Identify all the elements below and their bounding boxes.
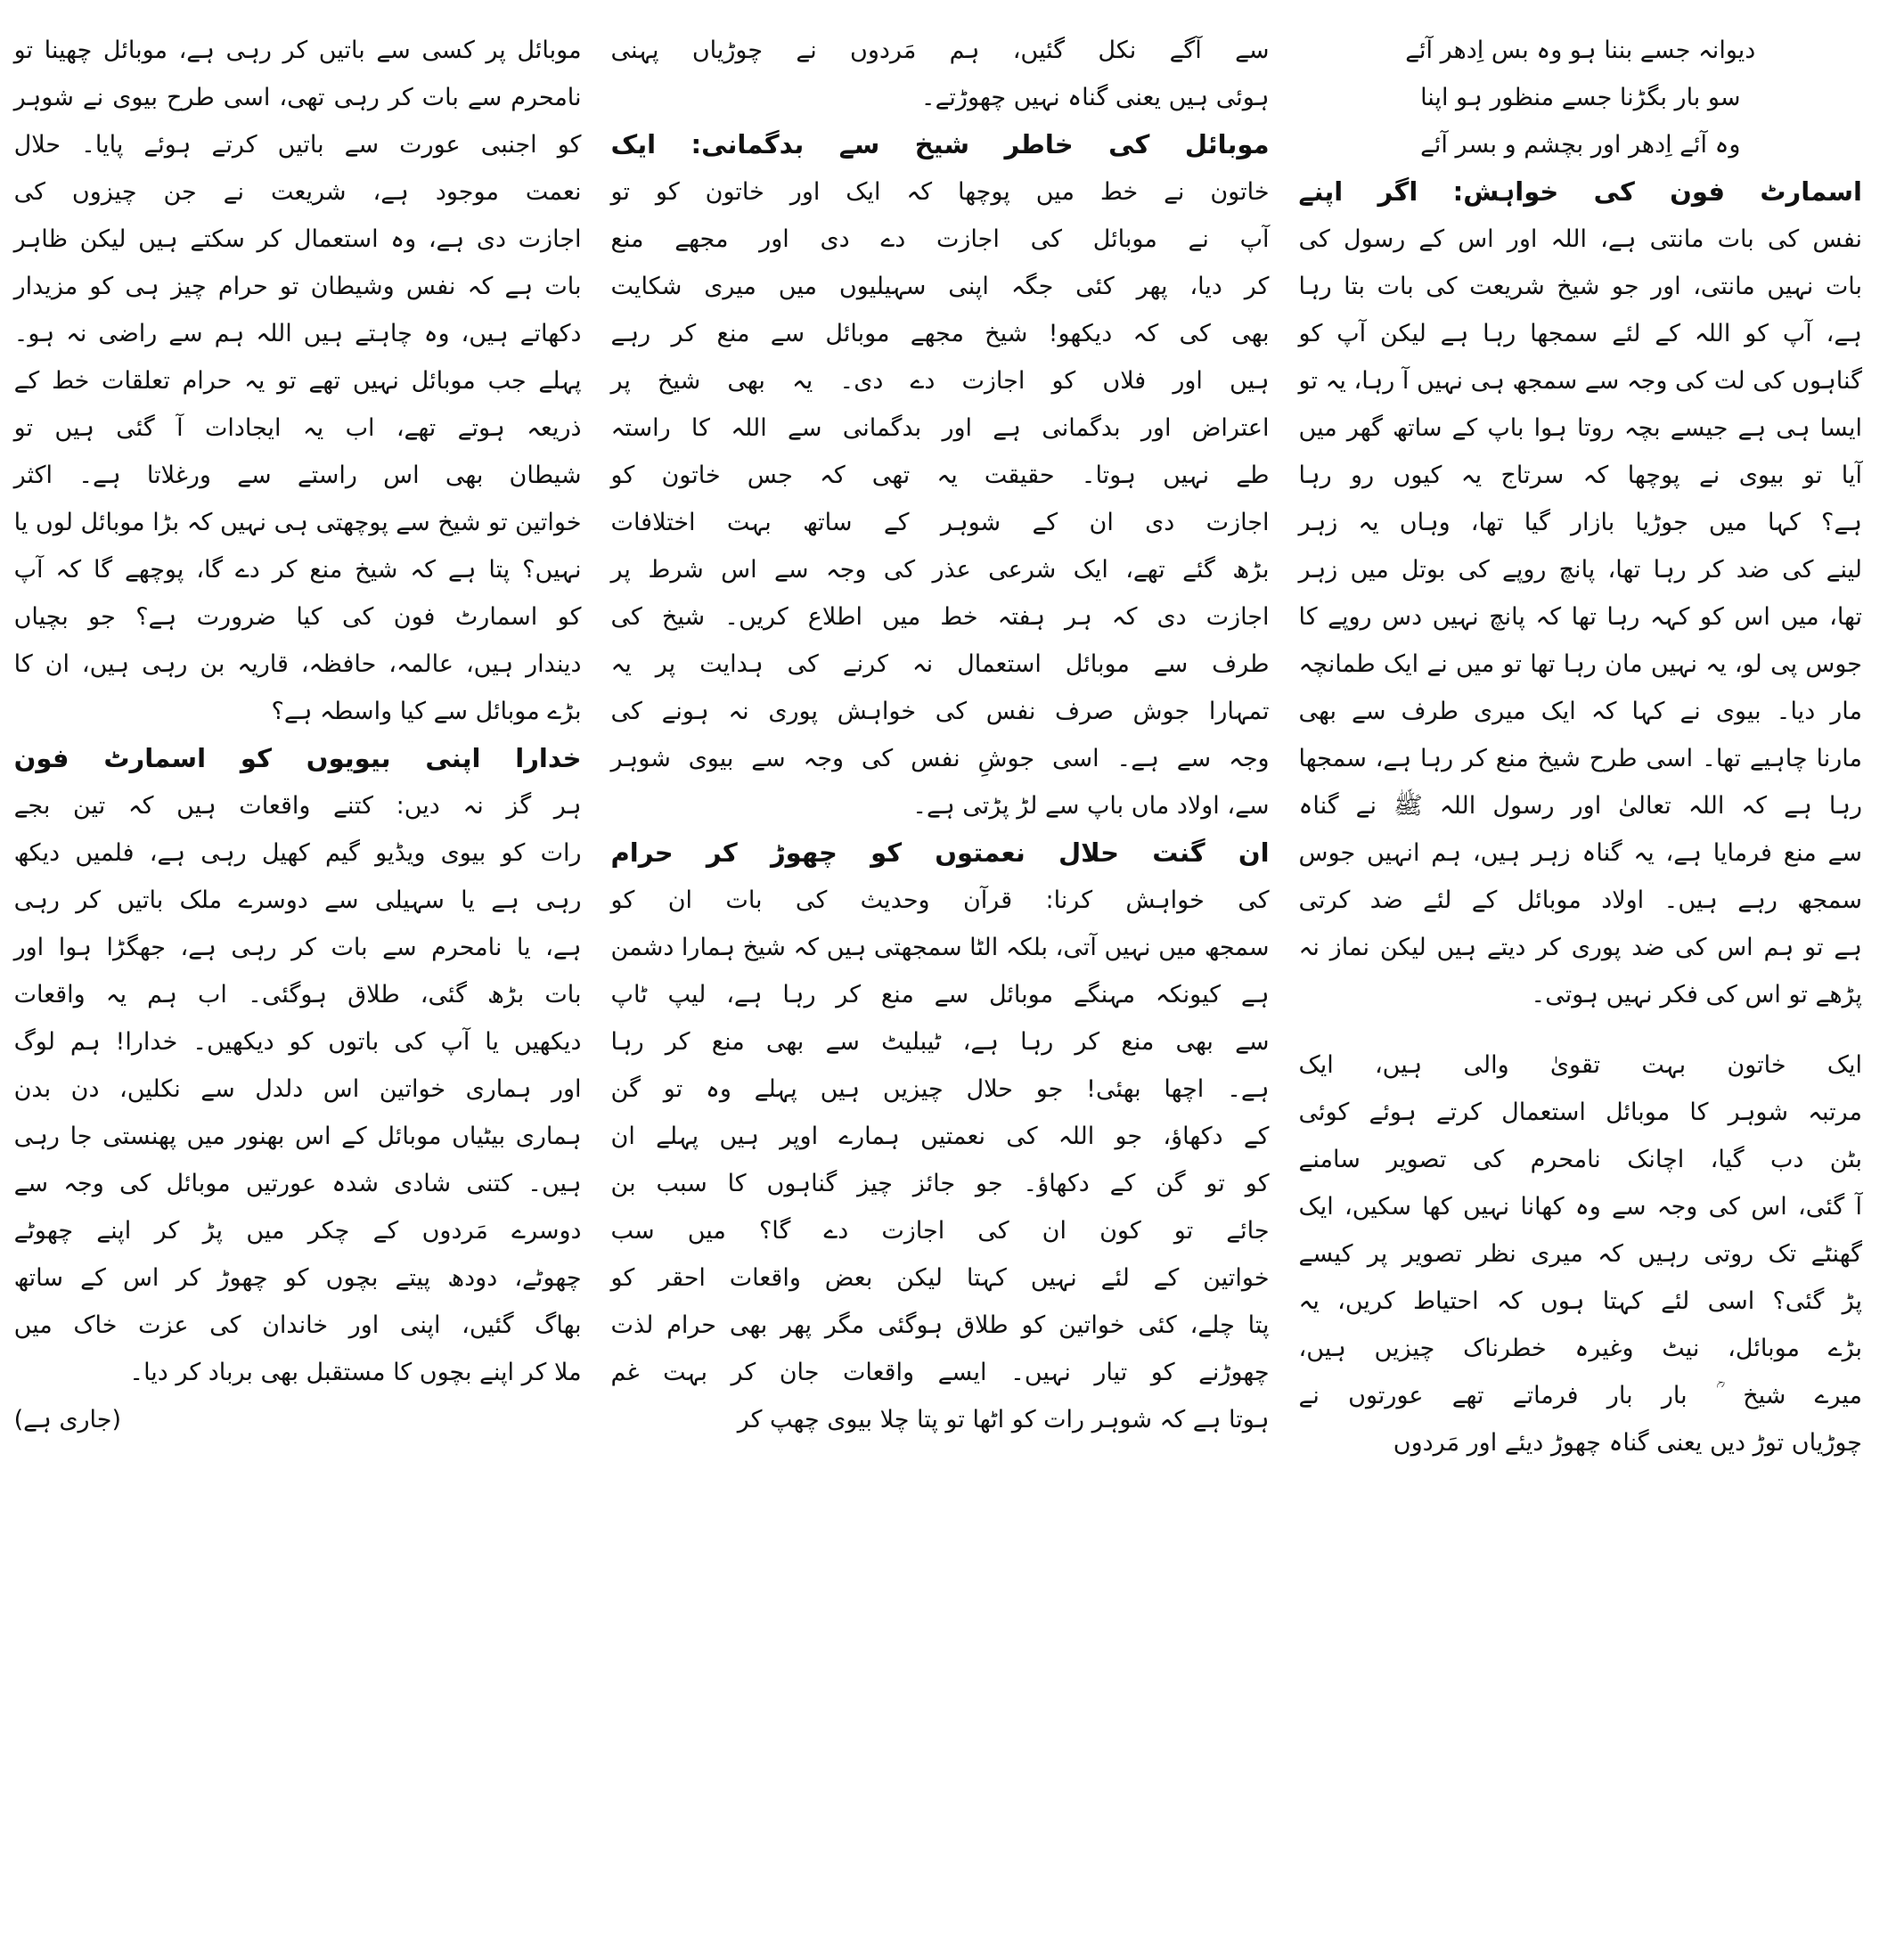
body-text-line: بٹن دب گیا، اچانک نامحرم کی تصویر سامنے: [1298, 1146, 1862, 1173]
section-heading: ان گنت حلال نعمتوں کو چھوڑ کر حرام: [610, 837, 1270, 868]
body-text-line: سمجھ رہے ہیں۔ اولاد موبائل کے لئے ضد کرتی: [1298, 886, 1862, 914]
body-text-line: نہیں؟ پتا ہے کہ شیخ منع کر دے گا، پوچھے گا کہ آپ: [13, 556, 582, 584]
body-text-line: رہی ہے یا سہیلی سے دوسرے ملک باتیں کر رہی: [13, 886, 582, 914]
body-text-line: بات نہیں مانتی، اور جو شیخ شریعت کی بات بتا رہا: [1298, 273, 1862, 300]
poem-line: دیوانہ جسے بننا ہو وہ بس اِدھر آئے: [1405, 37, 1756, 64]
column-right: [1285, 27, 1876, 1933]
body-text-line: وجہ سے ہے۔ اسی جوشِ نفس کی وجہ سے بیوی شوہر: [610, 745, 1270, 772]
body-text-line: دوسرے مَردوں کے چکر میں پڑ کر اپنے چھوٹے: [13, 1217, 582, 1245]
body-text-line: رہا ہے کہ اللہ تعالیٰ اور رسول اللہ ﷺ نے گناہ: [1298, 792, 1862, 820]
body-text-line: بات ہے کہ نفس وشیطان تو حرام چیز ہی کو مزیدار: [13, 273, 582, 300]
body-text-line: کی خواہش کرنا: قرآن وحدیث کی بات ان کو: [610, 886, 1270, 914]
body-text-line: سے آگے نکل گئیں، ہم مَردوں نے چوڑیاں پہنی: [610, 37, 1270, 64]
body-text-line: پتا چلے، کئی خواتین کو طلاق ہوگئی مگر پھر بھی حرام لذت: [610, 1311, 1270, 1339]
body-text-line: جوس پی لو، یہ نہیں مان رہا تھا تو میں نے ایک طمانچہ: [1298, 650, 1862, 678]
body-text-line: ہیں اور فلاں کو اجازت دے دی۔ یہ بھی شیخ پر: [610, 367, 1270, 395]
body-text-line: ہے۔ اچھا بھئی! جو حلال چیزیں ہیں پہلے وہ تو گن: [610, 1075, 1270, 1103]
body-text-line: نامحرم سے بات کر رہی تھی، اسی طرح بیوی نے شوہر: [13, 84, 582, 111]
body-text-line: ایک خاتون بہت تقویٰ والی ہیں، ایک: [1298, 1051, 1862, 1079]
body-text-line: ملا کر اپنے بچوں کا مستقبل بھی برباد کر دیا۔: [129, 1359, 582, 1386]
body-text-line: آیا تو بیوی نے پوچھا کہ سرتاج یہ کیوں رو رہا: [1298, 461, 1862, 489]
body-text-line: دیندار ہیں، عالمہ، حافظہ، قاریہ بن رہی ہیں، ان کا: [13, 650, 582, 678]
body-text-line: نعمت موجود ہے، شریعت نے جن چیزوں کی: [13, 178, 582, 206]
poem-line: سو بار بگڑنا جسے منظور ہو اپنا: [1420, 84, 1741, 111]
body-text-line: اجازت دی کہ ہر ہفتہ خط میں اطلاع کریں۔ شیخ کی: [610, 603, 1270, 631]
body-text-line: لینے کی ضد کر رہا تھا، پانچ روپے کی بوتل میں زہر: [1298, 556, 1862, 584]
section-heading: اسمارٹ فون کی خواہش: اگر اپنے: [1298, 176, 1862, 207]
body-text-line: کے دکھاؤ، جو اللہ کی نعمتیں ہمارے اوپر ہیں پہلے ان: [610, 1123, 1270, 1150]
body-text-line: گناہوں کی لت کی وجہ سے سمجھ ہی نہیں آ رہا، یہ تو: [1298, 367, 1862, 395]
section-heading: خدارا اپنی بیویوں کو اسمارٹ فون: [13, 743, 582, 773]
body-text-line: سمجھ میں نہیں آتی، بلکہ الٹا سمجھتی ہیں کہ شیخ ہمارا دشمن: [610, 934, 1270, 961]
body-text-line: ہے، آپ کو اللہ کے لئے سمجھا رہا ہے لیکن آپ کو: [1298, 320, 1862, 347]
body-text-line: بڑے موبائل سے کیا واسطہ ہے؟: [271, 698, 582, 725]
body-text-line: ہر گز نہ دیں: کتنے واقعات ہیں کہ تین بجے: [13, 792, 582, 820]
body-text-line: آ گئی، اس کی وجہ سے وہ کھانا نہیں کھا سکیں، ایک: [1298, 1193, 1862, 1221]
body-text-line: گھنٹے تک روتی رہیں کہ میری نظر تصویر پر کیسے: [1298, 1240, 1862, 1268]
body-text-line: سے، اولاد ماں باپ سے لڑ پڑتی ہے۔: [912, 792, 1270, 820]
body-text-line: ہوئی ہیں یعنی گناہ نہیں چھوڑتے۔: [920, 84, 1270, 111]
body-text-line: سے منع فرمایا ہے، یہ گناہ زہر ہیں، ہم انہیں جوس: [1298, 839, 1862, 867]
body-text-line: کو اسمارٹ فون کی کیا ضرورت ہے؟ جو بچیاں: [13, 603, 582, 631]
body-text-line: چھوڑنے کو تیار نہیں۔ ایسے واقعات جان کر بہت غم: [610, 1359, 1270, 1386]
body-text-line: ہے تو ہم اس کی ضد پوری کر دیتے ہیں لیکن نماز نہ: [1298, 934, 1862, 961]
body-text-line: نفس کی بات مانتی ہے، اللہ اور اس کے رسول کی: [1298, 225, 1862, 253]
body-text-line: مار دیا۔ بیوی نے کہا کہ ایک میری طرف سے بھی: [1298, 698, 1862, 725]
body-text-line: بڑھ گئے تھے، ایک شرعی عذر کی وجہ سے اس شرط پر: [610, 556, 1270, 584]
continued-note: (جاری ہے): [13, 1406, 121, 1433]
body-text-line: ذریعہ ہوتے تھے، اب یہ ایجادات آ گئی ہیں تو: [13, 414, 582, 442]
body-text-line: چھوٹے، دودھ پیتے بچوں کو چھوڑ کر اس کے ساتھ: [13, 1264, 582, 1292]
body-text-line: طرف سے موبائل استعمال نہ کرنے کی ہدایت پر یہ: [610, 650, 1270, 678]
paragraph-gap: [1299, 1018, 1862, 1041]
body-text-line: تھا، میں اس کو کہہ رہا تھا کہ پانچ نہیں دس روپے کا: [1298, 603, 1862, 631]
body-text-line: پڑ گئی؟ اسی لئے کہتا ہوں کہ احتیاط کریں، یہ: [1298, 1287, 1862, 1315]
body-text-line: مرتبہ شوہر کا موبائل استعمال کرتے ہوئے کوئی: [1298, 1098, 1862, 1126]
poem-line: وہ آئے اِدھر اور بچشم و بسر آئے: [1420, 131, 1741, 159]
body-text-line: ہے؟ کہا میں جوڑیا بازار گیا تھا، وہاں یہ زہر: [1298, 509, 1862, 536]
body-text-line: خواتین تو شیخ سے پوچھتی ہی نہیں کہ بڑا موبائل لوں یا: [13, 509, 582, 536]
body-text-line: خواتین کے لئے نہیں کہتا لیکن بعض واقعات احقر کو: [610, 1264, 1270, 1292]
body-text-line: ایسا ہی ہے جیسے بچہ روتا ہوا باپ کے ساتھ گھر میں: [1298, 414, 1862, 442]
columns-container: [13, 27, 1876, 1933]
body-text-line: طے نہیں ہوتا۔ حقیقت یہ تھی کہ جس خاتون کو: [610, 461, 1270, 489]
column-middle: [597, 27, 1285, 1933]
body-text-line: دیکھیں یا آپ کی باتوں کو دیکھیں۔ خدارا! ہم لوگ: [13, 1028, 582, 1056]
body-text-line: ہے، یا نامحرم سے بات کر رہی ہے، جھگڑا ہوا اور: [13, 934, 582, 961]
section-heading: موبائل کی خاطر شیخ سے بدگمانی: ایک: [610, 129, 1270, 159]
body-text-line: بڑے موبائل، نیٹ وغیرہ خطرناک چیزیں ہیں،: [1298, 1335, 1862, 1362]
body-text-line: آپ نے موبائل کی اجازت دے دی اور مجھے منع: [610, 225, 1270, 253]
body-text-line: میرے شیخ ؒ بار بار فرماتے تھے عورتوں نے: [1298, 1382, 1862, 1409]
body-text-line: کو اجنبی عورت سے باتیں کرتے ہوئے پایا۔ حلال: [13, 131, 582, 159]
body-text-line: خاتون نے خط میں پوچھا کہ ایک اور خاتون کو تو: [610, 178, 1270, 206]
body-text-line: بھاگ گئیں، اپنی اور خاندان کی عزت خاک میں: [13, 1311, 582, 1339]
body-text-line: ہماری بیٹیاں موبائل کے اس بھنور میں پھنستی جا رہی: [13, 1123, 582, 1150]
body-text-line: بات بڑھ گئی، طلاق ہوگئی۔ اب ہم یہ واقعات: [13, 981, 582, 1009]
newspaper-page: [13, 0, 1896, 1960]
column-left: [0, 27, 597, 1933]
body-text-line: دکھاتے ہیں، وہ چاہتے ہیں اللہ ہم سے راضی نہ ہو۔: [13, 320, 582, 347]
body-text-line: تمہارا جوش صرف نفس کی خواہش پوری نہ ہونے کی: [610, 698, 1270, 725]
body-text-line: پہلے جب موبائل نہیں تھے تو یہ حرام تعلقات خط کے: [13, 367, 582, 395]
body-text-line: کو تو گن کے دکھاؤ۔ جو جائز چیز گناہوں کا سبب بن: [610, 1170, 1270, 1197]
body-text-line: ہیں۔ کتنی شادی شدہ عورتیں موبائل کی وجہ سے: [13, 1170, 582, 1197]
body-text-line: اجازت دی ہے، وہ استعمال کر سکتے ہیں لیکن ظاہر: [13, 225, 582, 253]
body-text-line: پڑھے تو اس کی فکر نہیں ہوتی۔: [1531, 981, 1862, 1009]
body-text-line: شیطان بھی اس راستے سے ورغلاتا ہے۔ اکثر: [13, 461, 582, 489]
body-text-line: سے بھی منع کر رہا ہے، ٹیبلیٹ سے بھی منع کر رہا: [610, 1028, 1270, 1056]
body-text-line: ہوتا ہے کہ شوہر رات کو اٹھا تو پتا چلا بیوی چھپ کر: [737, 1406, 1270, 1433]
body-text-line: بھی کی کہ دیکھو! شیخ مجھے موبائل سے منع کر رہے: [610, 320, 1270, 347]
body-text-line: مارنا چاہیے تھا۔ اسی طرح شیخ منع کر رہا ہے، سمجھا: [1298, 745, 1862, 772]
body-text-line: اجازت دی ان کے شوہر کے ساتھ بہت اختلافات: [610, 509, 1270, 536]
body-text-line: ہے کیونکہ مہنگے موبائل سے منع کر رہا ہے، لیپ ٹاپ: [610, 981, 1270, 1009]
body-text-line: اور ہماری خواتین اس دلدل سے نکلیں، دن بدن: [13, 1075, 582, 1103]
body-text-line: اعتراض اور بدگمانی ہے اور بدگمانی سے اللہ کا راستہ: [610, 414, 1270, 442]
body-text-line: رات کو بیوی ویڈیو گیم کھیل رہی ہے، فلمیں دیکھ: [13, 839, 582, 867]
body-text-line: کر دیا، پھر کئی جگہ اپنی سہیلیوں میں میری شکایت: [610, 273, 1270, 300]
body-text-line: موبائل پر کسی سے باتیں کر رہی ہے، موبائل چھینا تو: [13, 37, 582, 64]
body-text-line: چوڑیاں توڑ دیں یعنی گناہ چھوڑ دیئے اور مَردوں: [1393, 1429, 1862, 1457]
body-text-line: جائے تو کون ان کی اجازت دے گا؟ میں سب: [610, 1217, 1270, 1245]
